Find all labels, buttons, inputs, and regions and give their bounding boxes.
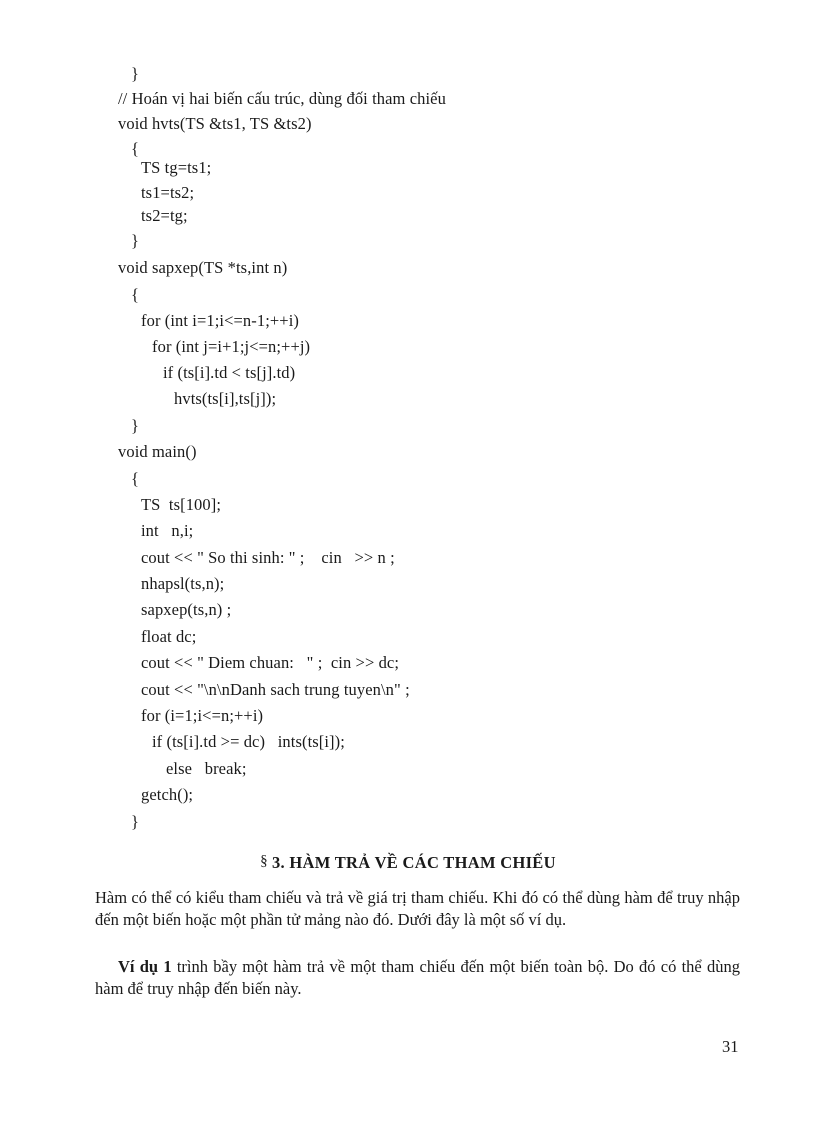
- code-line: ts1=ts2;: [141, 183, 195, 202]
- code-line: void main(): [118, 442, 197, 461]
- code-line: }: [131, 64, 140, 83]
- code-line: if (ts[i].td < ts[j].td): [163, 363, 296, 382]
- example-text: trình bầy một hàm trả về một tham chiếu đến một biến toàn bộ. Do đó có thể dùng hàm để truy nhập đến biến này.: [95, 957, 740, 998]
- code-line: sapxep(ts,n) ;: [141, 600, 232, 619]
- code-line: if (ts[i].td >= dc) ints(ts[i]);: [152, 732, 345, 751]
- code-line: for (i=1;i<=n;++i): [141, 706, 264, 725]
- code-line: cout << "\n\nDanh sach trung tuyen\n" ;: [141, 680, 410, 699]
- code-line: TS ts[100];: [141, 495, 222, 514]
- code-line: hvts(ts[i],ts[j]);: [174, 389, 277, 408]
- section-symbol: §: [260, 853, 268, 869]
- code-line: void hvts(TS &ts1, TS &ts2): [118, 114, 312, 133]
- code-line: {: [131, 285, 140, 304]
- code-line: }: [131, 812, 140, 831]
- code-line: {: [131, 469, 140, 488]
- code-line: for (int j=i+1;j<=n;++j): [152, 337, 311, 356]
- paragraph-intro: [95, 887, 740, 930]
- code-line: {: [131, 139, 140, 158]
- code-line: for (int i=1;i<=n-1;++i): [141, 311, 299, 330]
- code-line: ts2=tg;: [141, 206, 188, 225]
- code-line: // Hoán vị hai biến cấu trúc, dùng đối tham chiếu: [118, 89, 446, 108]
- section-heading: [0, 851, 816, 873]
- code-line: }: [131, 416, 140, 435]
- code-line: cout << " So thi sinh: " ; cin >> n ;: [141, 548, 395, 567]
- code-line: TS tg=ts1;: [141, 158, 212, 177]
- example-label: Ví dụ 1: [118, 957, 172, 976]
- code-line: getch();: [141, 785, 194, 804]
- section-title: 3. HÀM TRẢ VỀ CÁC THAM CHIẾU: [271, 853, 556, 872]
- code-line: float dc;: [141, 627, 197, 646]
- code-line: nhapsl(ts,n);: [141, 574, 225, 593]
- page-number: 31: [722, 1037, 739, 1056]
- paragraph-text: Hàm có thể có kiểu tham chiếu và trả về giá trị tham chiếu. Khi đó có thể dùng hàm để truy nhập đến một biến hoặc một phần tử mảng nào đó. Dưới đây là một số ví dụ.: [95, 888, 740, 929]
- code-line: else break;: [166, 759, 247, 778]
- code-line: }: [131, 231, 140, 250]
- paragraph-example: [95, 956, 740, 999]
- code-line: int n,i;: [141, 521, 194, 540]
- code-line: void sapxep(TS *ts,int n): [118, 258, 288, 277]
- code-line: cout << " Diem chuan: " ; cin >> dc;: [141, 653, 400, 672]
